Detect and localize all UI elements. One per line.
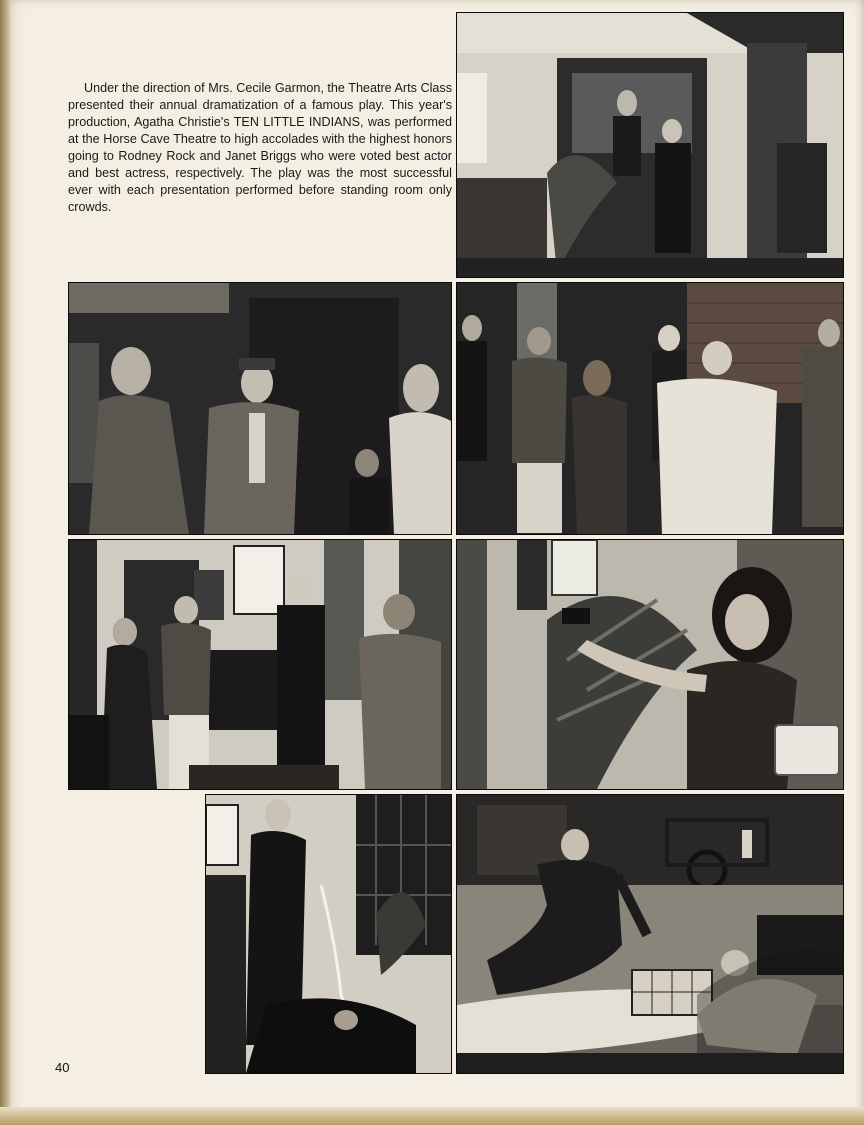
photo-group-fireplace [68,539,452,790]
photo-doorway-couple [456,12,844,278]
page-number: 40 [55,1060,70,1075]
photo-man-with-rope [205,794,452,1074]
page-bottom-edge [0,1107,864,1125]
photo-group-brick-wall [456,282,844,535]
photo-three-men-conversing [68,282,452,535]
page-binding-shadow [0,0,10,1125]
photo-actress-with-pistol [456,539,844,790]
photo-body-on-floor [456,794,844,1074]
intro-paragraph: Under the direction of Mrs. Cecile Garmon, the Theatre Arts Class presented their annual dramatization of a famous play. This year's production, Agatha Christie's TEN LITTLE INDIANS, was performed at the Horse Cave Theatre to high accolades with the highest honors going to Rodney Rock and Janet Briggs who were voted best actor and best actress, respectively. The play was the most successful ever with each presentation performed before standing room only crowds. [68,81,452,214]
